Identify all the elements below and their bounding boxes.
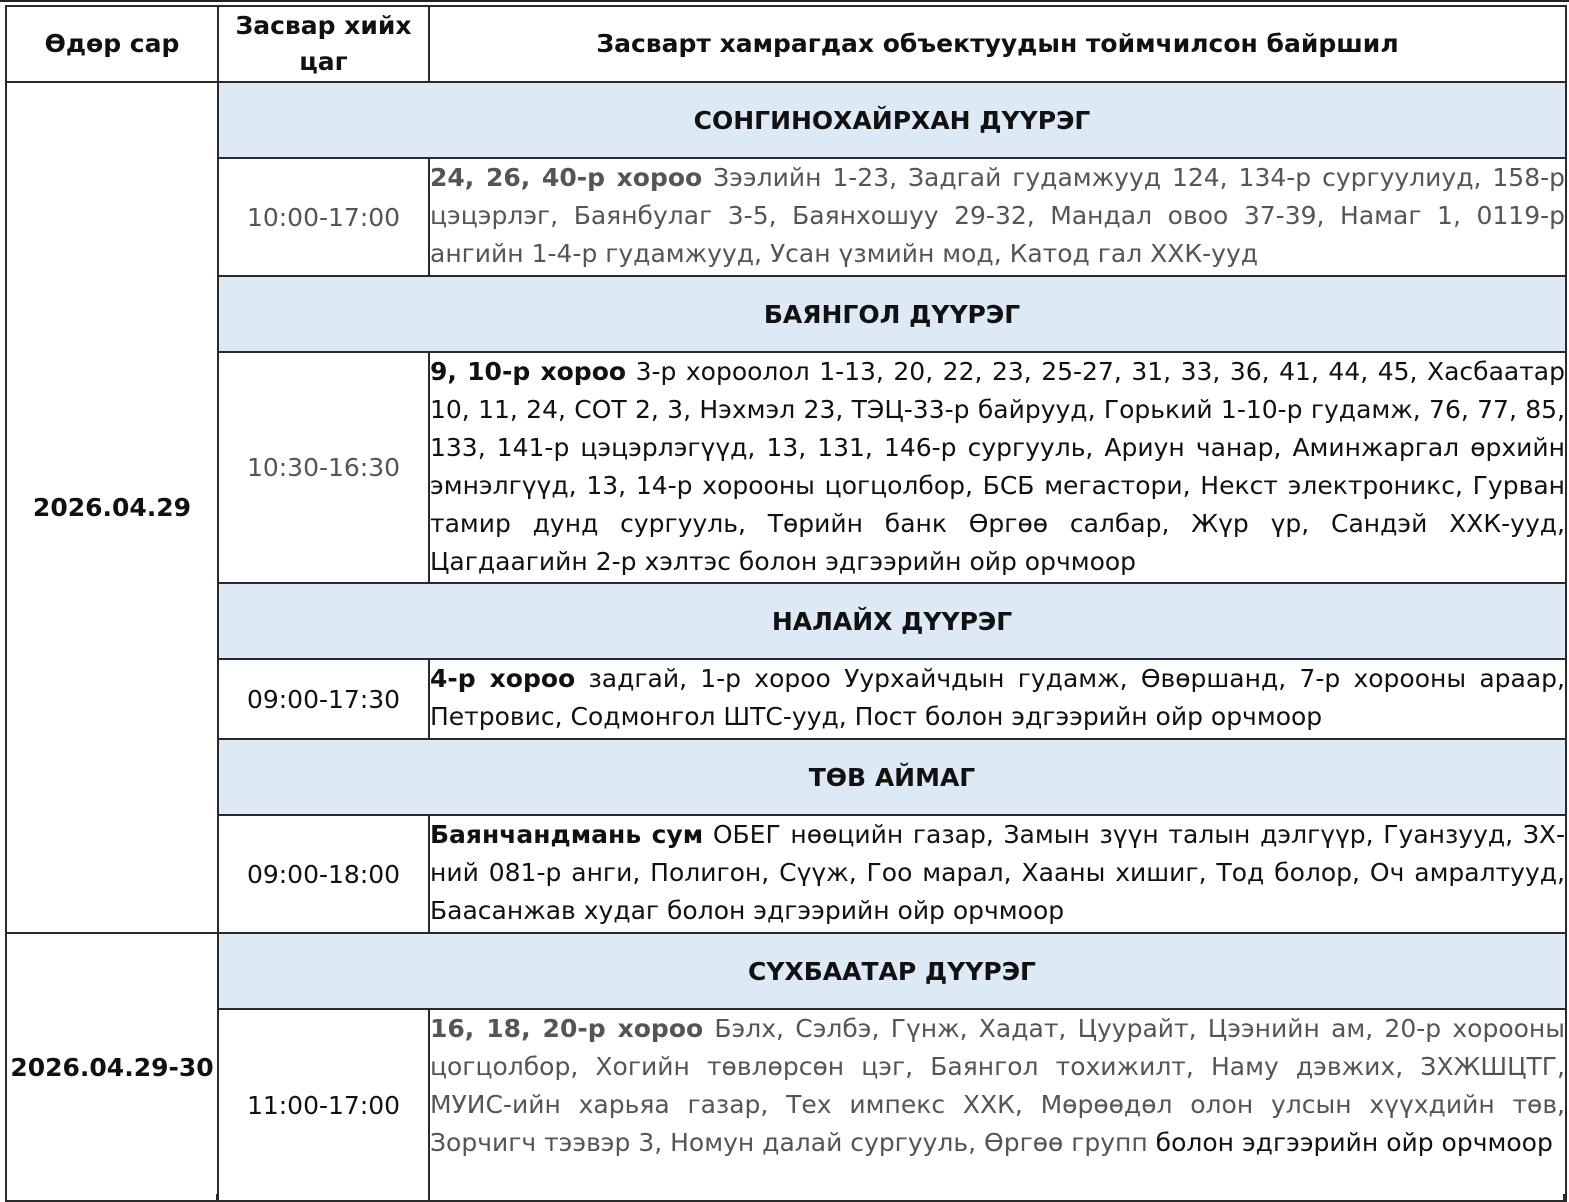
location-text: 3-р хороолол 1-13, 20, 22, 23, 25-27, 31, 33, 36, 41, 44, 45, Хасбаатар 10, 11, 24, СОТ 2, 3, Нэхмэл 23, ТЭЦ-33-р байрууд, Горький 1-10-р гудамж, 76, 77, 85, 133, 141-р цэцэрлэгүүд, 13, 131, 146-р сургууль, Ариун чанар, Аминжаргал өрхийн эмнэлгүүд, 13, 14-р хорооны цогцолбор, БСБ мегастори, Некст электроникс, Гурван тамир дунд сургууль, Төрийн банк Өргөө салбар, Жүр үр, Сандэй ХХК-ууд, Цагдаагийн 2-р хэлтэс болон эдгээрийн ойр орчмоор bbox=[430, 357, 1565, 576]
district-row bbox=[6, 82, 1566, 158]
khoroo-lead: 4-р хороо bbox=[430, 664, 576, 693]
location-text: ОБЕГ нөөцийн газар, Замын зүүн талын дэлгүүр, Гуанзууд, ЗХ-ний 081-р анги, Полигон, Сүүж, Гоо марал, Хааны хишиг, Тод болор, Оч амралтууд, Баасанжав худаг болон эдгээрийн ойр орчмоор bbox=[430, 820, 1566, 925]
district-row bbox=[6, 276, 1566, 352]
khoroo-lead: 16, 18, 20-р хороо bbox=[430, 1014, 704, 1043]
time-cell: 10:30-16:30 bbox=[218, 352, 429, 583]
header-date: Өдөр сар bbox=[6, 6, 218, 82]
district-row bbox=[6, 583, 1566, 659]
district-row bbox=[6, 739, 1566, 815]
khoroo-lead: 9, 10-р хороо bbox=[430, 357, 627, 386]
header-time: Засвар хийх цаг bbox=[218, 6, 429, 82]
next-row-fragment bbox=[5, 1194, 1565, 1200]
time-cell: 09:00-18:00 bbox=[218, 815, 429, 933]
district-name: СОНГИНОХАЙРХАН ДҮҮРЭГ bbox=[218, 82, 1566, 158]
table-row bbox=[6, 158, 1566, 276]
time-cell: 09:00-17:30 bbox=[218, 659, 429, 739]
table-row bbox=[6, 352, 1566, 583]
location-cell bbox=[429, 158, 1566, 276]
time-cell: 11:00-17:00 bbox=[218, 1009, 429, 1201]
location-text: Зээлийн 1-23, Задгай гудамжууд 124, 134-р сургуулиуд, 158-р цэцэрлэг, Баянбулаг 3-5, Баянхошуу 29-32, Мандал овоо 37-39, Намаг 1, 0119-р ангийн 1-4-р гудамжууд, Усан үзмийн мод, Катод гал ХХК-ууд bbox=[430, 163, 1565, 268]
district-name: ТӨВ АЙМАГ bbox=[218, 739, 1566, 815]
location-cell bbox=[429, 1009, 1566, 1201]
repair-schedule-table bbox=[5, 5, 1567, 1202]
header-location: Засварт хамрагдах объектуудын тоймчилсон байршил bbox=[429, 6, 1566, 82]
location-cell bbox=[429, 815, 1566, 933]
table-header-row bbox=[6, 6, 1566, 82]
khoroo-lead: Баянчандмань сум bbox=[430, 820, 704, 849]
district-name: СҮХБААТАР ДҮҮРЭГ bbox=[218, 933, 1566, 1009]
district-name: НАЛАЙХ ДҮҮРЭГ bbox=[218, 583, 1566, 659]
table-row bbox=[6, 1009, 1566, 1201]
location-text: Бэлх, Сэлбэ, Гүнж, Хадат, Цуурайт, Цээнийн ам, 20-р хорооны цогцолбор, Хогийн төвлөрсөн цэг, Баянгол тохижилт, Наму дэвжих, ЗХЖШЦТГ, МУИС-ийн харьяа газар, Тех импекс ХХК, Мөрөөдөл олон улсын хүүхдийн төв, Зорчигч тээвэр 3, Номун далай сургууль, Өргөө групп bbox=[430, 1014, 1565, 1157]
location-cell bbox=[429, 659, 1566, 739]
date-cell: 2026.04.29 bbox=[6, 82, 218, 933]
location-tail: болон эдгээрийн ойр орчмоор bbox=[1147, 1128, 1553, 1157]
district-name: БАЯНГОЛ ДҮҮРЭГ bbox=[218, 276, 1566, 352]
date-cell: 2026.04.29-30 bbox=[6, 933, 218, 1201]
location-text: задгай, 1-р хороо Уурхайчдын гудамж, Өвөршанд, 7-р хорооны араар, Петровис, Содмонгол ШТС-ууд, Пост болон эдгээрийн ойр орчмоор bbox=[430, 664, 1565, 731]
location-cell bbox=[429, 352, 1566, 583]
district-row bbox=[6, 933, 1566, 1009]
khoroo-lead: 24, 26, 40-р хороо bbox=[430, 163, 703, 192]
time-cell: 10:00-17:00 bbox=[218, 158, 429, 276]
table-row bbox=[6, 659, 1566, 739]
table-row bbox=[6, 815, 1566, 933]
